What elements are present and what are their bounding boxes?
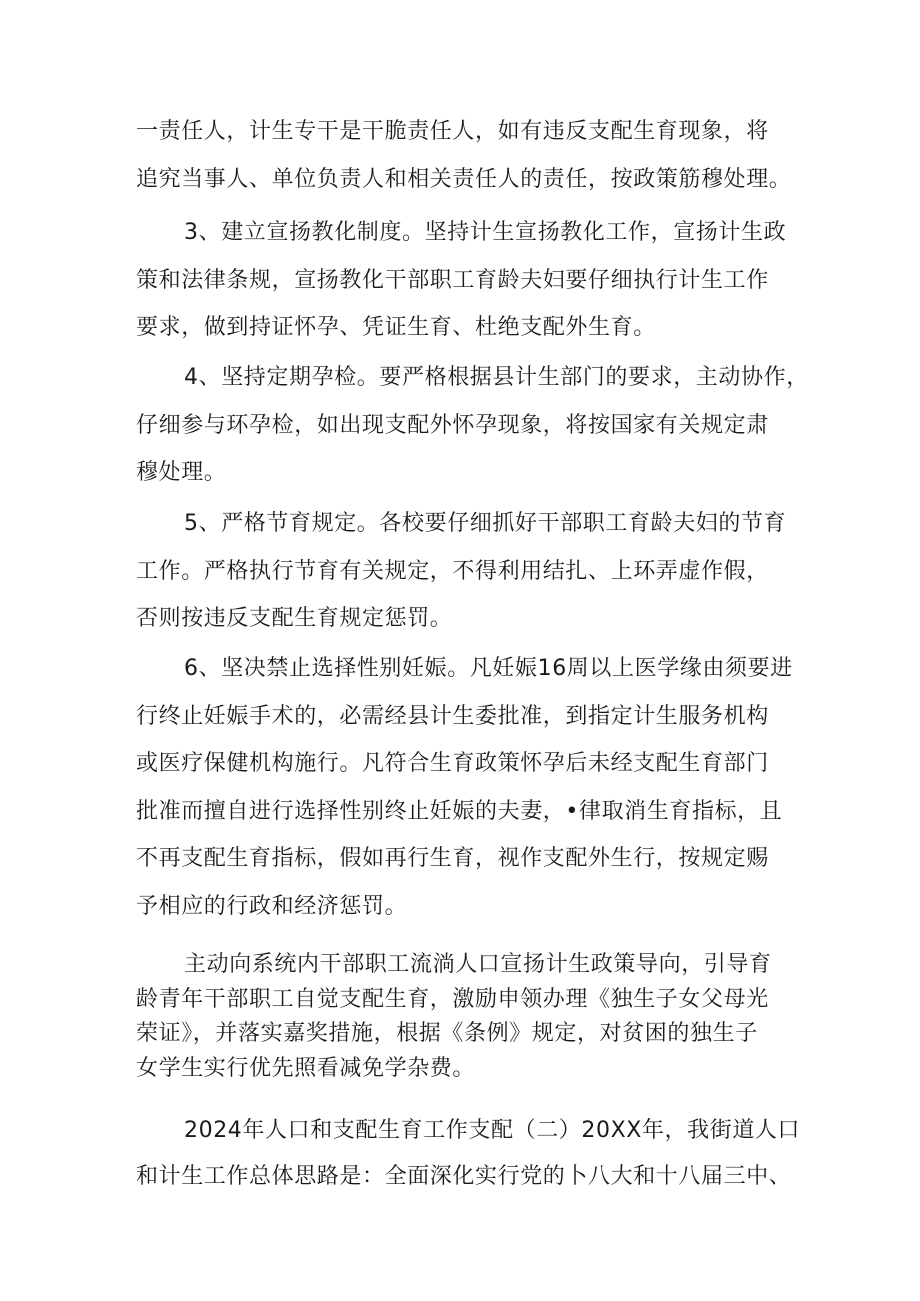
paragraph-7 xyxy=(136,1108,804,1200)
text-line: 3、建立宣扬教化制度。坚持计生宣扬教化工作，宣扬计生政 xyxy=(184,220,787,245)
paragraph-1 xyxy=(136,108,804,203)
text-line: 6、坚决禁止选择性别妊娠。凡妊娠16周以上医学缘由须要进 xyxy=(184,656,793,681)
paragraph-3 xyxy=(136,354,809,497)
paragraph-2 xyxy=(136,209,804,352)
text-line: 行终止妊娠手术的，必需经县计生委批准，到指定计生服务机构 xyxy=(136,703,769,729)
text-line: 否则按违反支配生育规定惩罚。 xyxy=(136,606,453,631)
text-line: 追究当事人、单位负责人和相关责任人的责任，按政策筋穆处理。 xyxy=(136,166,792,192)
text-line: 批准而擅自进行选择性别终止妊娠的夫妻，•律取消生育指标，且 xyxy=(136,798,783,824)
text-line: 4、坚持定期孕检。要严格根据县计生部门的要求，主动协作， xyxy=(184,365,809,390)
text-line: 主动向系统内干部职工流淌人口宣扬计生政策导向，引导育 xyxy=(184,952,772,977)
text-line: 策和法律条规，宣扬教化干部职工育龄夫妇要仔细执行计生工作 xyxy=(136,267,769,293)
text-line: 龄青年干部职工自觉支配生育，激励申领办理《独生子女父母光 xyxy=(136,986,769,1012)
text-line: 仔细参与环孕检，如出现支配外怀孕现象，将按国家有关规定肃 xyxy=(136,412,769,438)
paragraph-6 xyxy=(136,948,804,1086)
text-line: 要求，做到持证怀孕、凭证生育、杜绝支配外生育。 xyxy=(136,315,656,340)
text-line: 工作。严格执行节育有关规定，不得利用结扎、上环弄虚作假， xyxy=(136,558,769,584)
text-line: 荣证》，并落实嘉奖措施，根据《条例》规定，对贫困的独生子 xyxy=(136,1021,758,1046)
text-line: 一责任人，计生专干是干脆责任人，如有违反支配生育现象，将 xyxy=(136,119,769,144)
text-line: 和计生工作总体思路是：全面深化实行党的卜八大和十八届三中、 xyxy=(136,1164,792,1189)
text-line: 2024年人口和支配生育工作支配（二）20XX年，我街道人口 xyxy=(184,1118,801,1143)
text-line: 女学生实行优先照看减免学杂费。 xyxy=(136,1055,476,1081)
text-line: 穆处理。 xyxy=(136,460,227,485)
paragraph-4 xyxy=(136,500,804,643)
text-line: 不再支配生育指标，假如再行生育，视作支配外生行，按规定赐 xyxy=(136,846,769,871)
paragraph-5 xyxy=(136,645,804,930)
text-line: 5、严格节育规定。各校要仔细抓好干部职工育龄夫妇的节育 xyxy=(184,511,787,536)
text-line: 予相应的行政和经济惩罚。 xyxy=(136,893,408,919)
text-line: 或医疗保健机构施行。凡符合生育政策怀孕后未经支配生育部门 xyxy=(136,751,769,776)
